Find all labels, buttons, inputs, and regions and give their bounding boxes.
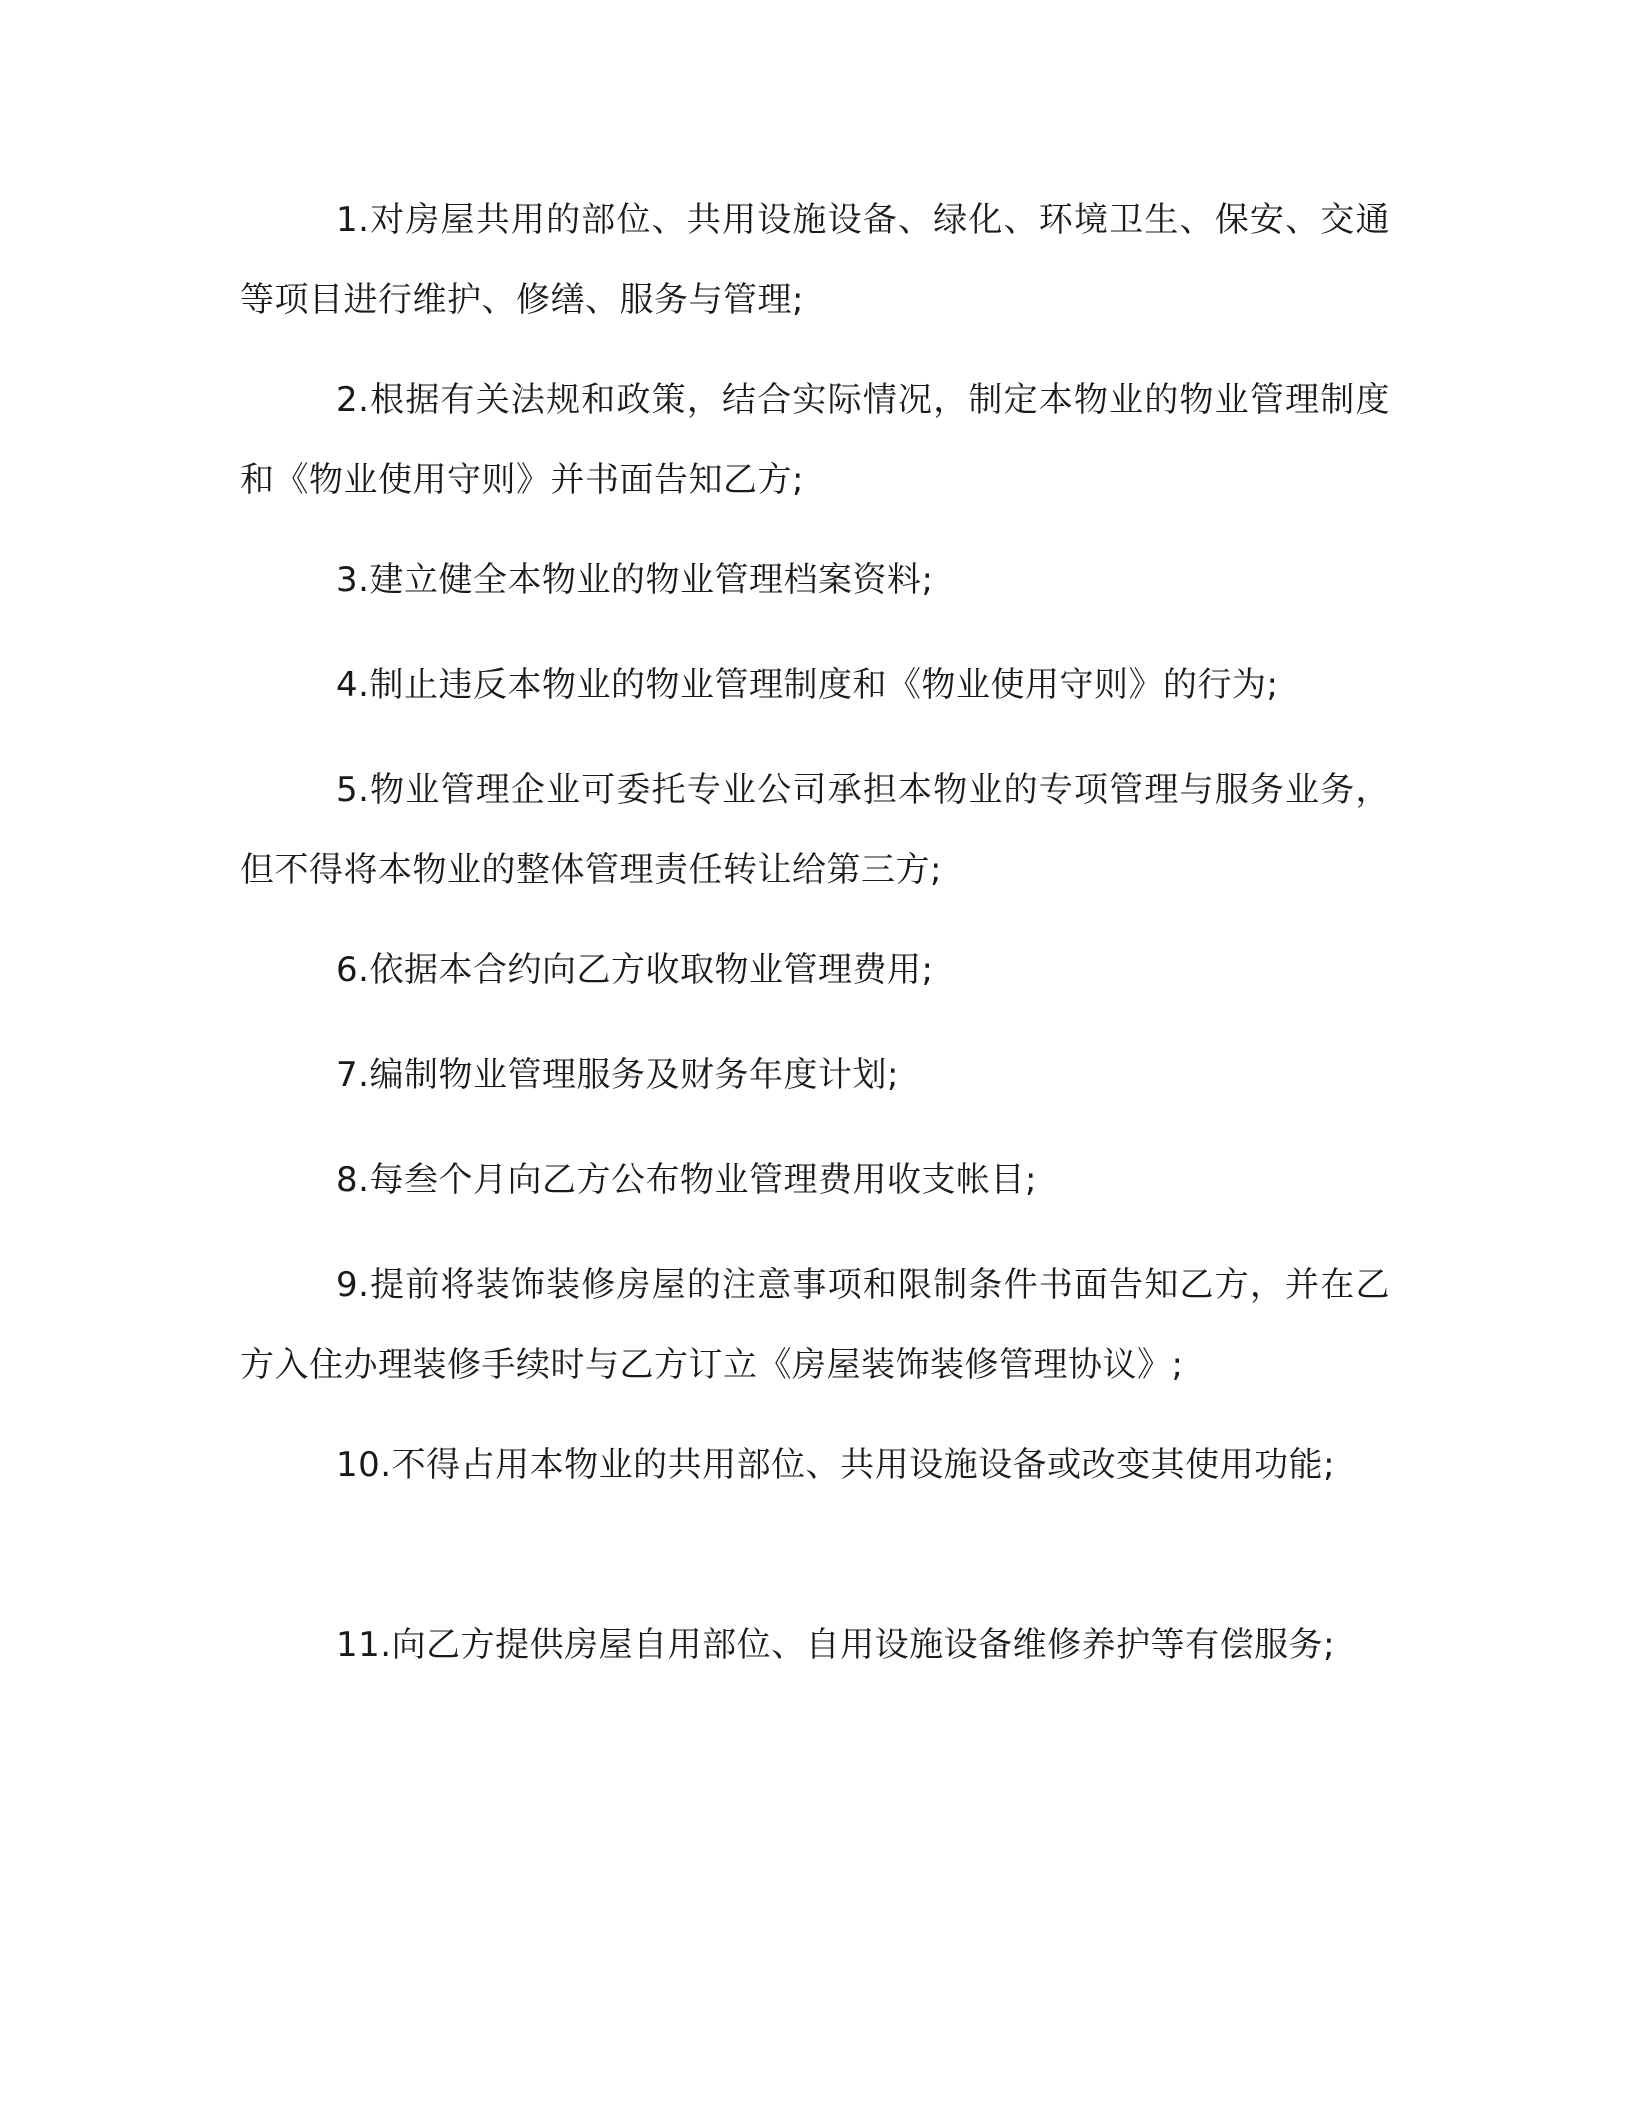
clause-item-9: 9.提前将装饰装修房屋的注意事项和限制条件书面告知乙方，并在乙方入住办理装修手续时与乙方订立《房屋装饰装修管理协议》; <box>240 1265 1390 1385</box>
clause-item-7: 7.编制物业管理服务及财务年度计划; <box>336 1055 899 1095</box>
clause-item-4: 4.制止违反本物业的物业管理制度和《物业使用守则》的行为; <box>336 665 1279 705</box>
clause-item-1: 1.对房屋共用的部位、共用设施设备、绿化、环境卫生、保安、交通等项目进行维护、修缮、服务与管理; <box>240 200 1390 320</box>
clause-item-2: 2.根据有关法规和政策，结合实际情况，制定本物业的物业管理制度和《物业使用守则》并书面告知乙方; <box>240 380 1390 500</box>
clause-item-10: 10.不得占用本物业的共用部位、共用设施设备或改变其使用功能; <box>336 1445 1336 1485</box>
clause-item-3: 3.建立健全本物业的物业管理档案资料; <box>336 560 934 600</box>
clause-item-6: 6.依据本合约向乙方收取物业管理费用; <box>336 950 934 990</box>
clause-item-5: 5.物业管理企业可委托专业公司承担本物业的专项管理与服务业务，但不得将本物业的整体管理责任转让给第三方; <box>240 770 1390 890</box>
clause-item-8: 8.每叁个月向乙方公布物业管理费用收支帐目; <box>336 1160 1037 1200</box>
clause-item-11: 11.向乙方提供房屋自用部位、自用设施设备维修养护等有偿服务; <box>336 1625 1336 1665</box>
